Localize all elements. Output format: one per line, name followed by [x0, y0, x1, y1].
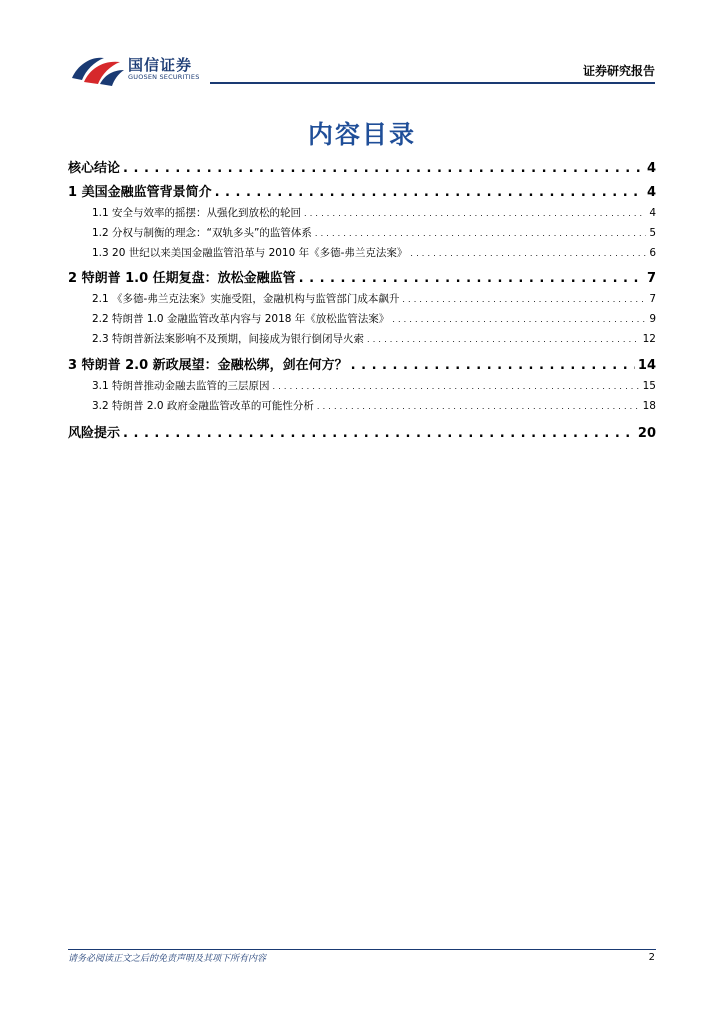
toc-leader-dots — [315, 229, 646, 238]
toc-entry-title: 3.1 特朗普推动金融去监管的三层原因 — [92, 380, 270, 392]
toc-entry-page: 7 — [649, 293, 656, 305]
toc-entry-section[interactable] — [68, 398, 656, 416]
toc-entry-chapter[interactable] — [68, 354, 656, 374]
toc-entry-title: 1 美国金融监管背景简介 — [68, 185, 212, 200]
toc-entry-page: 4 — [649, 207, 656, 219]
toc-leader-dots — [299, 271, 644, 286]
toc-leader-dots — [317, 402, 640, 411]
toc-leader-dots — [402, 295, 646, 304]
toc-entry-title: 核心结论 — [68, 161, 121, 176]
toc-leader-dots — [123, 161, 644, 176]
toc-entry-page: 15 — [642, 380, 656, 392]
toc-entry-page: 9 — [649, 313, 656, 325]
toc-leader-dots — [215, 185, 644, 200]
toc-entry-chapter[interactable] — [68, 267, 656, 287]
logo-english-name: GUOSEN SECURITIES — [128, 73, 200, 81]
toc-entry-page: 4 — [646, 185, 656, 200]
page-number: 2 — [648, 952, 655, 963]
toc-leader-dots — [410, 249, 646, 258]
toc-entry-page: 7 — [646, 271, 656, 286]
toc-entry-section[interactable] — [68, 205, 656, 223]
toc-entry-title: 3.2 特朗普 2.0 政府金融监管改革的可能性分析 — [92, 400, 314, 412]
toc-entry-page: 5 — [649, 227, 656, 239]
toc-entry-section[interactable] — [68, 311, 656, 329]
toc-entry-chapter[interactable] — [68, 181, 656, 201]
header-divider — [210, 82, 655, 84]
toc-entry-title: 1.3 20 世纪以来美国金融监管沿革与 2010 年《多德-弗兰克法案》 — [92, 247, 408, 259]
toc-entry-section[interactable] — [68, 331, 656, 349]
toc-entry-title: 1.1 安全与效率的摇摆：从强化到放松的轮回 — [92, 207, 302, 219]
toc-entry-section[interactable] — [68, 378, 656, 396]
toc-entry-page: 4 — [646, 161, 656, 176]
guosen-logo-icon — [70, 52, 126, 86]
toc-leader-dots — [367, 335, 640, 344]
toc-entry-page: 18 — [642, 400, 656, 412]
toc-leader-dots — [392, 315, 646, 324]
toc-entry-title: 1.2 分权与制衡的理念：“双轨多头”的监管体系 — [92, 227, 312, 239]
toc-entry-title: 2.3 特朗普新法案影响不及预期，间接成为银行倒闭导火索 — [92, 333, 365, 345]
toc-entry-section[interactable] — [68, 245, 656, 263]
guosen-logo — [70, 52, 210, 86]
toc-leader-dots — [123, 426, 635, 441]
toc-entry-title: 2 特朗普 1.0 任期复盘：放松金融监管 — [68, 271, 296, 286]
toc-entry-title: 3 特朗普 2.0 新政展望：金融松绑，剑在何方？ — [68, 358, 348, 373]
toc-entry-section[interactable] — [68, 291, 656, 309]
toc-entry-page: 14 — [637, 358, 656, 373]
toc-entry-page: 12 — [642, 333, 656, 345]
toc-leader-dots — [304, 209, 646, 218]
toc-entry-chapter[interactable] — [68, 422, 656, 442]
footer-disclaimer: 请务必阅读正文之后的免责声明及其项下所有内容 — [68, 954, 267, 964]
toc-title: 内容目录 — [307, 120, 416, 149]
page-header — [0, 0, 724, 90]
logo-chinese-name: 国信证券 — [128, 56, 193, 74]
toc-entry-chapter[interactable] — [68, 157, 656, 177]
toc-entry-section[interactable] — [68, 225, 656, 243]
toc-entry-title: 2.2 特朗普 1.0 金融监管改革内容与 2018 年《放松监管法案》 — [92, 313, 390, 325]
toc-entry-page: 6 — [649, 247, 656, 259]
footer-divider — [68, 949, 656, 950]
toc-leader-dots — [273, 382, 640, 391]
toc-entry-title: 2.1 《多德-弗兰克法案》实施受阻，金融机构与监管部门成本飙升 — [92, 293, 400, 305]
report-type-label: 证券研究报告 — [582, 64, 655, 78]
toc-entry-page: 20 — [637, 426, 656, 441]
toc-leader-dots — [351, 358, 635, 373]
toc-entry-title: 风险提示 — [68, 426, 121, 441]
